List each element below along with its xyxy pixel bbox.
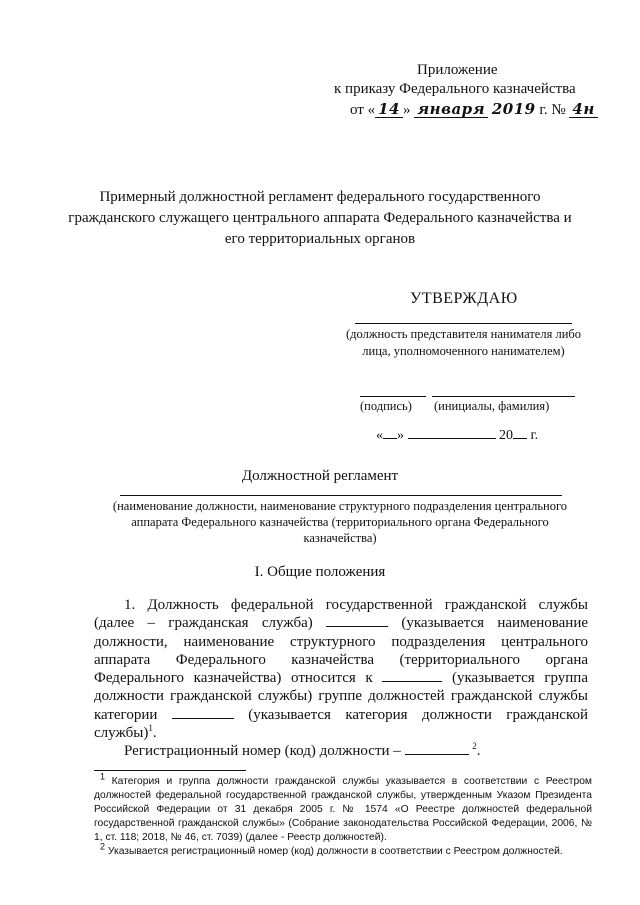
footnote-ref-1: 1 bbox=[148, 723, 153, 734]
footnote-1 bbox=[94, 771, 592, 845]
appendix-date-line bbox=[350, 100, 598, 119]
section-body bbox=[94, 596, 588, 761]
p1-end: . bbox=[152, 725, 157, 742]
date-mid: » bbox=[402, 102, 411, 118]
section-heading: I. Общие положения bbox=[254, 564, 386, 580]
approval-date-open: « bbox=[376, 428, 383, 443]
date-day-handwritten: 14 bbox=[375, 101, 403, 118]
position-caption: (должность представителя нанимателя либо лица, уполномоченного нанимателем) bbox=[345, 327, 581, 358]
approval-date-close: » bbox=[397, 428, 404, 443]
p2-blank bbox=[405, 742, 469, 755]
p1-blank-3 bbox=[172, 706, 234, 719]
document-title: Примерный должностной регламент федерального государственного гражданского служащего центрального аппарата Федерального казначейства и его территориальных органов bbox=[68, 189, 572, 247]
date-month-handwritten: января bbox=[414, 101, 488, 118]
p2-end: . bbox=[476, 743, 481, 760]
signature-blank-line bbox=[360, 396, 426, 397]
paragraph-1 bbox=[94, 596, 588, 742]
initials-blank-line bbox=[432, 396, 575, 397]
approval-heading: УТВЕРЖДАЮ bbox=[410, 290, 518, 307]
year-blank bbox=[513, 426, 527, 439]
day-blank bbox=[383, 426, 397, 439]
order-number-handwritten: 4н bbox=[569, 101, 597, 118]
appendix-title: Приложение bbox=[417, 62, 498, 78]
date-prefix: от « bbox=[350, 102, 376, 118]
p1-part-d: (указывается категория должности гражданской службы) bbox=[94, 706, 588, 742]
footnote-1-text: Категория и группа должности гражданской службы указывается в соответствии с Реестром должностей федеральной государственной гражданской службы, утвержденным Указом Президента Российской Федерации от 31 декабря 2005 г. № 1574 «О Реестре должностей федеральной государственной гражданской службы» (Собрание законодательства Российской Федерации, 2006, № 1, ст. 118; 2018, № 46, ст. 7039) (далее - Реестр должностей). bbox=[94, 776, 592, 843]
initials-caption: (инициалы, фамилия) bbox=[434, 399, 550, 413]
p2-part-a: Регистрационный номер (код) должности – bbox=[124, 743, 401, 760]
approval-year-suffix: г. bbox=[530, 428, 539, 443]
month-blank bbox=[408, 426, 496, 439]
footnote-2-text: Указывается регистрационный номер (код) должности в соответствии с Реестром должностей. bbox=[107, 846, 563, 857]
footnote-2-number: 2 bbox=[100, 841, 106, 852]
p1-part-a: 1. Должность федеральной государственной гражданской службы (далее – гражданская служба) bbox=[94, 597, 588, 632]
appendix-order-line: к приказу Федерального казначейства bbox=[334, 81, 576, 97]
footnote-2 bbox=[94, 841, 592, 859]
footnote-1-number: 1 bbox=[100, 771, 106, 782]
approval-year-prefix: 20 bbox=[499, 428, 513, 443]
footnote-separator bbox=[94, 770, 246, 771]
p1-blank-1 bbox=[326, 614, 388, 627]
date-year-handwritten: 2019 bbox=[491, 100, 536, 118]
approval-date-line bbox=[376, 426, 538, 444]
p1-blank-2 bbox=[382, 669, 442, 682]
signature-caption: (подпись) bbox=[360, 399, 412, 413]
p1-part-b: (указывается наименование должности, наименование структурного подразделения центрального аппарата Федерального казначейства (территориального органа Федерального казначейства) относится к bbox=[94, 615, 589, 687]
position-blank-line bbox=[355, 323, 572, 324]
regulation-caption: (наименование должности, наименование структурного подразделения центрального аппарата Федерального казначейства (территориального органа Федерального казначейства) bbox=[112, 499, 568, 545]
footnotes bbox=[94, 771, 592, 859]
date-suffix: г. № bbox=[539, 102, 566, 118]
footnote-ref-2: 2 bbox=[472, 741, 477, 752]
paragraph-2 bbox=[94, 742, 588, 760]
regulation-heading: Должностной регламент bbox=[241, 468, 399, 484]
p1-part-c: (указывается группа должности гражданской службы) группе должностей гражданской службы категории bbox=[94, 670, 588, 723]
regulation-blank-line bbox=[120, 495, 562, 496]
